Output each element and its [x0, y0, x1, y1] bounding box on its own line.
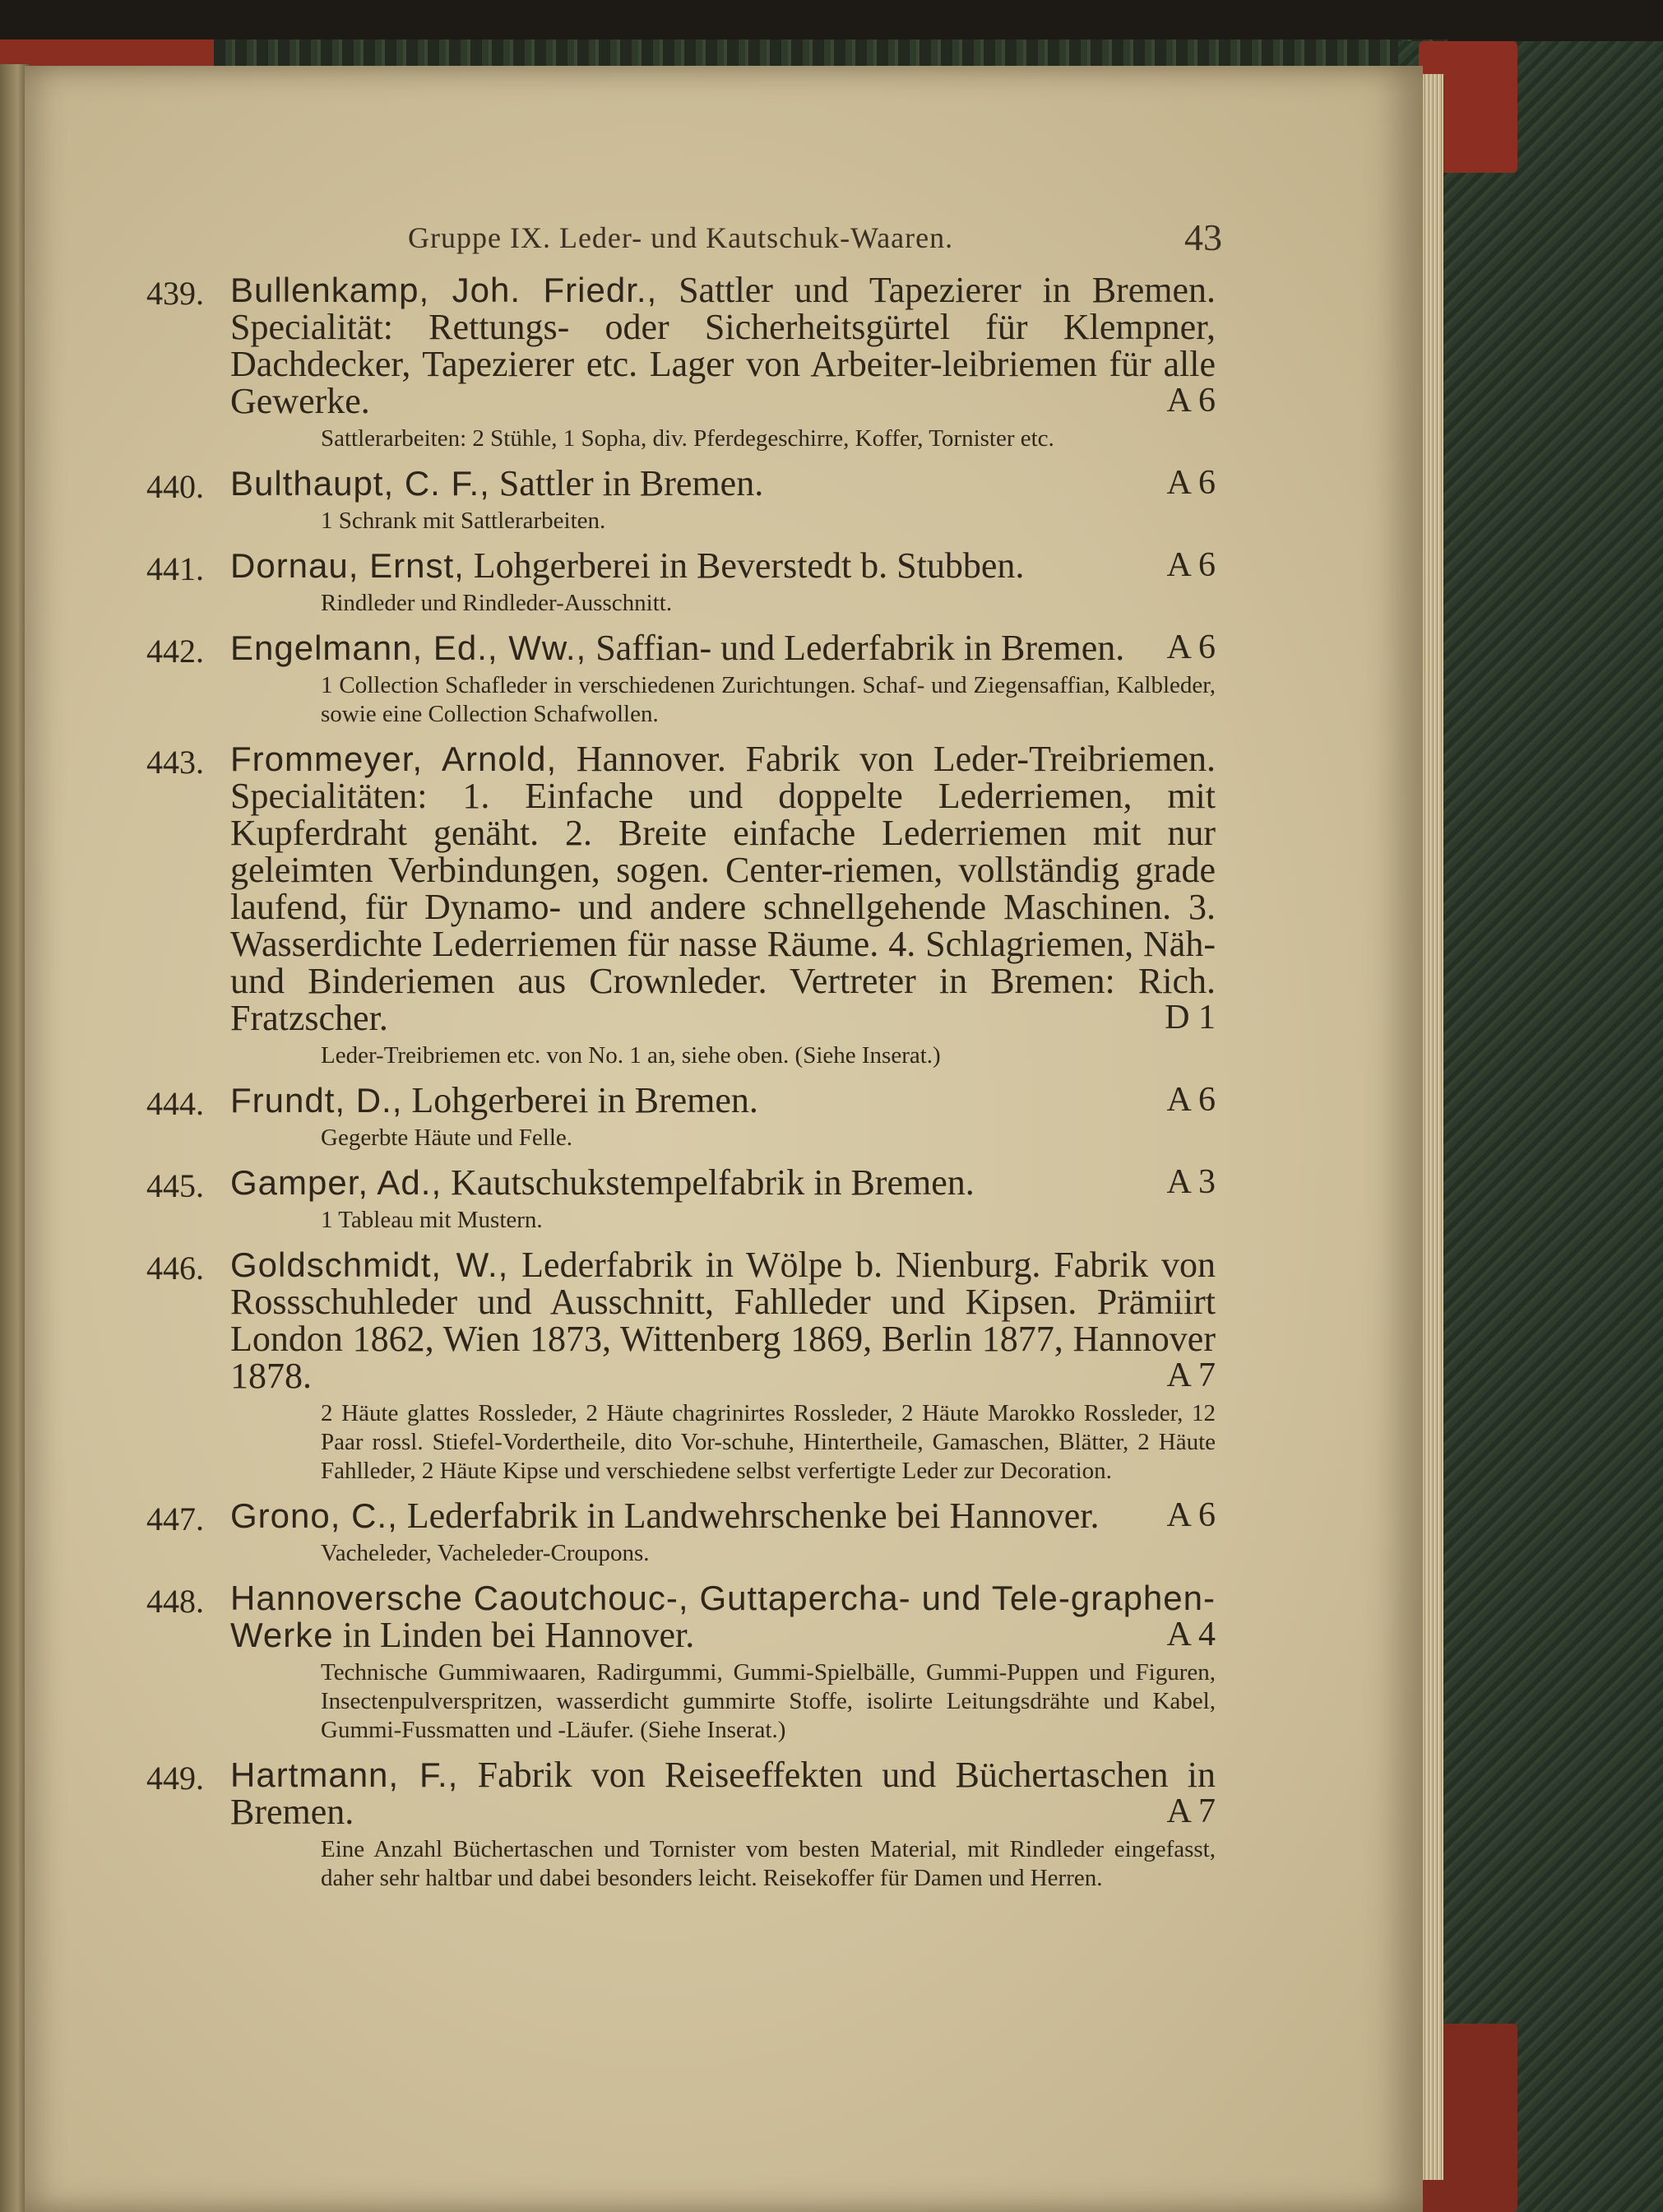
catalog-entry: [146, 1756, 1216, 1893]
exhibitor-details: Lohgerberei in Beverstedt b. Stubben.: [473, 545, 1025, 586]
location-code: A 6: [1166, 628, 1216, 666]
catalog-entry: [146, 547, 1216, 618]
location-code: A 4: [1166, 1616, 1216, 1653]
location-code: D 1: [1165, 999, 1216, 1036]
running-header: [408, 216, 1222, 265]
exhibitor-name: Engelmann, Ed., Ww.,: [230, 628, 587, 667]
exhibit-description: Technische Gummiwaaren, Radirgummi, Gummi-Spielbälle, Gummi-Puppen und Figuren, Insectenpulverspritzen, wasserdicht gummirte Stoffe, isolirte Leitungsdrähte und Kabel, Gummi-Fussmatten und -Läufer. (Siehe Inserat.): [321, 1659, 1216, 1743]
entry-main-text: [146, 1496, 1216, 1537]
entry-number: 440.: [146, 468, 204, 505]
entry-number: 439.: [146, 275, 204, 312]
exhibit-description: 1 Tableau mit Mustern.: [321, 1207, 543, 1233]
entry-main-text: [146, 271, 1216, 420]
catalog-entry: [146, 740, 1216, 1070]
exhibit-description: Vacheleder, Vacheleder-Croupons.: [321, 1540, 650, 1566]
entry-main-text: [146, 628, 1216, 670]
catalog-entry: [146, 1082, 1216, 1152]
exhibitor-name: Grono, C.,: [230, 1496, 398, 1535]
location-code: A 6: [1166, 546, 1216, 584]
entry-number: 444.: [146, 1085, 204, 1122]
exhibitor-details: Hannover. Fabrik von Leder-Treibriemen. Specialitäten: 1. Einfache und doppelte Lederriemen, mit Kupferdraht genäht. 2. Breite einfache Lederriemen mit nur geleimten Verbindungen, sogen. Center-riemen, vollständig grade laufend, für Dynamo- und andere schnellgehende Maschinen. 3. Wasserdichte Lederriemen für nasse Räume. 4. Schlagriemen, Näh- und Binderiemen aus Crownleder. Vertreter in Bremen: Rich. Fratzscher.: [230, 739, 1216, 1038]
entry-number: 442.: [146, 633, 204, 670]
entry-number: 446.: [146, 1250, 204, 1287]
header-title: Gruppe IX. Leder- und Kautschuk-Waaren.: [408, 221, 954, 254]
location-code: A 6: [1166, 1081, 1216, 1119]
entry-number: 443.: [146, 744, 204, 781]
entry-main-text: [146, 1162, 1216, 1204]
catalog-entry: [146, 465, 1216, 536]
entry-main-text: [146, 1080, 1216, 1122]
catalog-entry: [146, 1164, 1216, 1235]
exhibitor-details: in Linden bei Hannover.: [342, 1615, 695, 1655]
entry-main-text: [146, 1756, 1216, 1830]
location-code: A 7: [1166, 1792, 1216, 1830]
location-code: A 3: [1166, 1163, 1216, 1201]
exhibitor-name: Frommeyer, Arnold,: [230, 740, 558, 778]
exhibitor-name: Frundt, D.,: [230, 1081, 403, 1120]
exhibitor-details: Lederfabrik in Landwehrschenke bei Hannover.: [406, 1496, 1100, 1536]
location-code: A 7: [1166, 1356, 1216, 1394]
entry-number: 448.: [146, 1583, 204, 1620]
page-number: 43: [1184, 216, 1222, 258]
exhibitor-details: Sattler und Tapezierer in Bremen. Specialität: Rettungs- oder Sicherheitsgürtel für Klempner, Dachdecker, Tapezierer etc. Lager von Arbeiter-leibriemen für alle Gewerke.: [230, 270, 1216, 421]
entry-number: 445.: [146, 1167, 204, 1204]
exhibitor-details: Sattler in Bremen.: [498, 463, 764, 503]
location-code: A 6: [1166, 382, 1216, 420]
location-code: A 6: [1166, 1496, 1216, 1534]
entry-number: 447.: [146, 1500, 204, 1537]
exhibit-description: Sattlerarbeiten: 2 Stühle, 1 Sopha, div. Pferdegeschirre, Koffer, Tornister etc.: [321, 425, 1054, 452]
exhibitor-details: Lederfabrik in Wölpe b. Nienburg. Fabrik von Rossschuhleder und Ausschnitt, Fahlleder und Kipsen. Prämiirt London 1862, Wien 1873, Wittenberg 1869, Berlin 1877, Hannover 1878.: [230, 1245, 1216, 1396]
catalog-entry: [146, 1497, 1216, 1568]
exhibitor-details: Saffian- und Lederfabrik in Bremen.: [595, 628, 1125, 668]
entry-main-text: [146, 740, 1216, 1036]
exhibitor-name: Bulthaupt, C. F.,: [230, 464, 490, 503]
exhibitor-name: Goldschmidt, W.,: [230, 1245, 509, 1284]
entry-main-text: [146, 1579, 1216, 1653]
entry-main-text: [146, 463, 1216, 505]
exhibitor-name: Gamper, Ad.,: [230, 1163, 442, 1202]
catalog-entry: [146, 271, 1216, 453]
exhibit-description: Eine Anzahl Büchertaschen und Tornister vom besten Material, mit Rindleder eingefasst, daher sehr haltbar und dabei besonders leicht. Reisekoffer für Damen und Herren.: [321, 1836, 1216, 1891]
exhibitor-details: Kautschukstempelfabrik in Bremen.: [451, 1162, 975, 1203]
entry-main-text: [146, 545, 1216, 587]
exhibit-description: 1 Collection Schafleder in verschiedenen Zurichtungen. Schaf- und Ziegensaffian, Kalbleder, sowie eine Collection Schafwollen.: [321, 672, 1216, 727]
exhibitor-name: Bullenkamp, Joh. Friedr.,: [230, 271, 658, 309]
exhibit-description: 2 Häute glattes Rossleder, 2 Häute chagrinirtes Rossleder, 2 Häute Marokko Rossleder, 12 Paar rossl. Stiefel-Vordertheile, dito Vor-schuhe, Hintertheile, Gamaschen, Blätter, 2 Häute Fahlleder, 2 Häute Kipse und verschiedene selbst verfertigte Leder zur Decoration.: [321, 1400, 1216, 1484]
catalog-entries: [146, 271, 1216, 2098]
exhibit-description: Rindleder und Rindleder-Ausschnitt.: [321, 590, 673, 616]
exhibit-description: Leder-Treibriemen etc. von No. 1 an, siehe oben. (Siehe Inserat.): [321, 1042, 941, 1069]
exhibitor-name: Dornau, Ernst,: [230, 546, 465, 585]
entry-number: 441.: [146, 550, 204, 587]
exhibitor-details: Lohgerberei in Bremen.: [411, 1080, 758, 1120]
exhibit-description: Gegerbte Häute und Felle.: [321, 1125, 573, 1151]
entry-main-text: [146, 1246, 1216, 1394]
catalog-entry: [146, 1246, 1216, 1486]
catalog-entry: [146, 1579, 1216, 1745]
exhibitor-name: Hannoversche Caoutchouc-, Guttapercha- und Tele-graphen-Werke: [230, 1579, 1216, 1654]
exhibitor-name: Hartmann, F.,: [230, 1755, 459, 1794]
exhibitor-details: Fabrik von Reiseeffekten und Büchertaschen in Bremen.: [230, 1755, 1216, 1832]
exhibit-description: 1 Schrank mit Sattlerarbeiten.: [321, 508, 606, 534]
entry-number: 449.: [146, 1760, 204, 1797]
catalog-entry: [146, 629, 1216, 729]
location-code: A 6: [1166, 464, 1216, 502]
